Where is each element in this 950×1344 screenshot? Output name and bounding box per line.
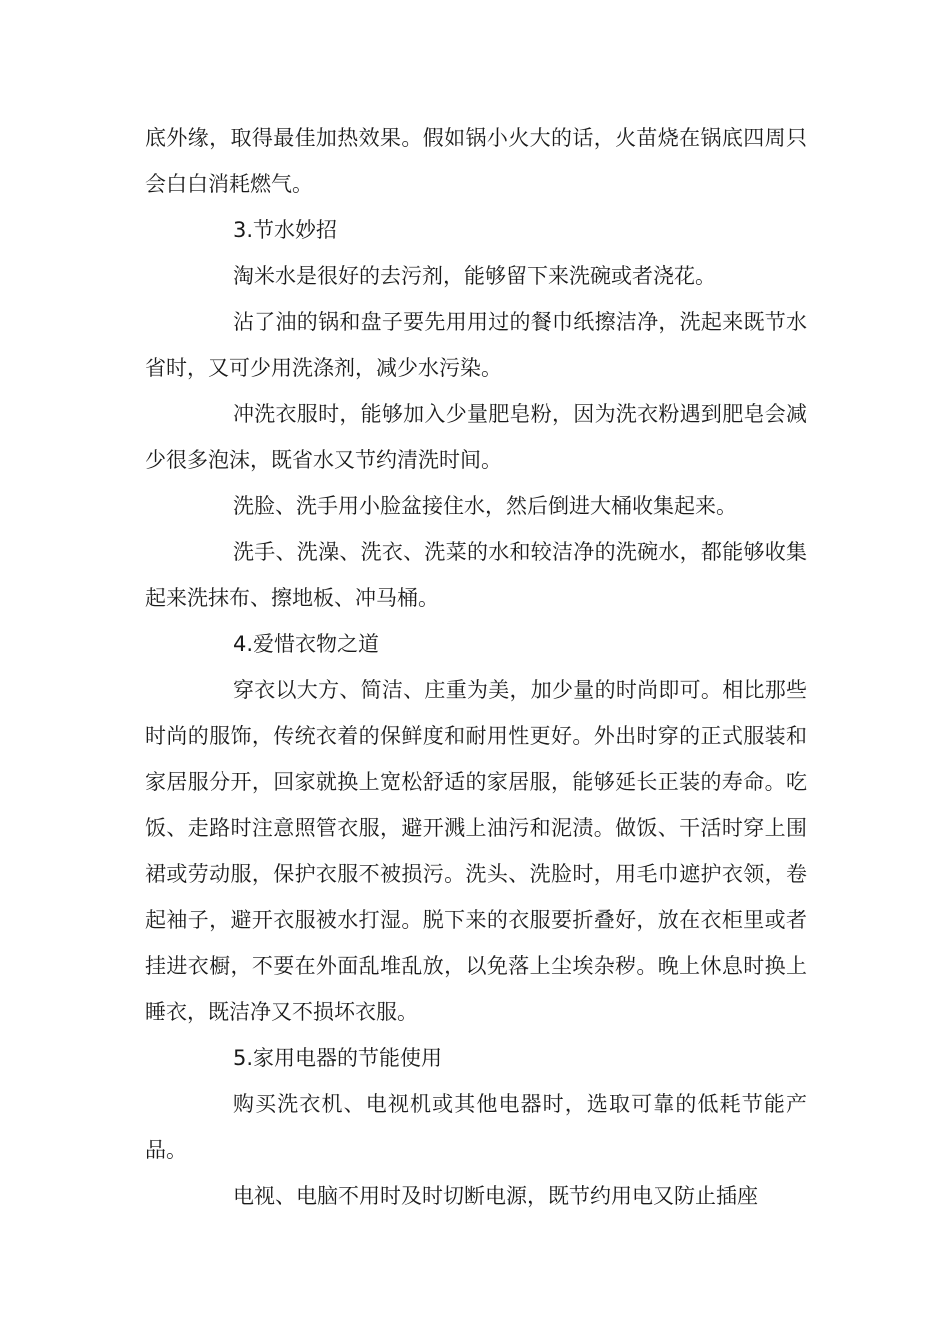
paragraph: 沾了油的锅和盘子要先用用过的餐巾纸擦洁净，洗起来既节水省时，又可少用洗涤剂，减少水污染。 [145,310,807,380]
section-heading: 5.家用电器的节能使用 [233,1046,443,1070]
paragraph: 电视、电脑不用时及时切断电源，既节约用电又防止插座 [233,1184,758,1208]
paragraph: 底外缘，取得最佳加热效果。假如锅小火大的话，火苗烧在锅底四周只会白白消耗燃气。 [145,126,807,196]
paragraph: 冲洗衣服时，能够加入少量肥皂粉，因为洗衣粉遇到肥皂会减少很多泡沫，既省水又节约清洗时间。 [145,402,807,472]
paragraph: 购买洗衣机、电视机或其他电器时，选取可靠的低耗节能产品。 [145,1092,807,1162]
section-heading: 4.爱惜衣物之道 [233,632,380,656]
document-body [145,115,807,1219]
paragraph: 穿衣以大方、简洁、庄重为美，加少量的时尚即可。相比那些时尚的服饰，传统衣着的保鲜度和耐用性更好。外出时穿的正式服装和家居服分开，回家就换上宽松舒适的家居服，能够延长正装的寿命。吃饭、走路时注意照管衣服，避开溅上油污和泥渍。做饭、干活时穿上围裙或劳动服，保护衣服不被损污。洗头、洗脸时，用毛巾遮护衣领，卷起袖子，避开衣服被水打湿。脱下来的衣服要折叠好，放在衣柜里或者挂进衣橱，不要在外面乱堆乱放，以免落上尘埃杂秽。晚上休息时换上睡衣，既洁净又不损坏衣服。 [145,678,807,1024]
paragraph: 淘米水是很好的去污剂，能够留下来洗碗或者浇花。 [233,264,716,288]
paragraph: 洗手、洗澡、洗衣、洗菜的水和较洁净的洗碗水，都能够收集起来洗抹布、擦地板、冲马桶。 [145,540,807,610]
section-heading: 3.节水妙招 [233,218,338,242]
paragraph: 洗脸、洗手用小脸盆接住水，然后倒进大桶收集起来。 [233,494,737,518]
